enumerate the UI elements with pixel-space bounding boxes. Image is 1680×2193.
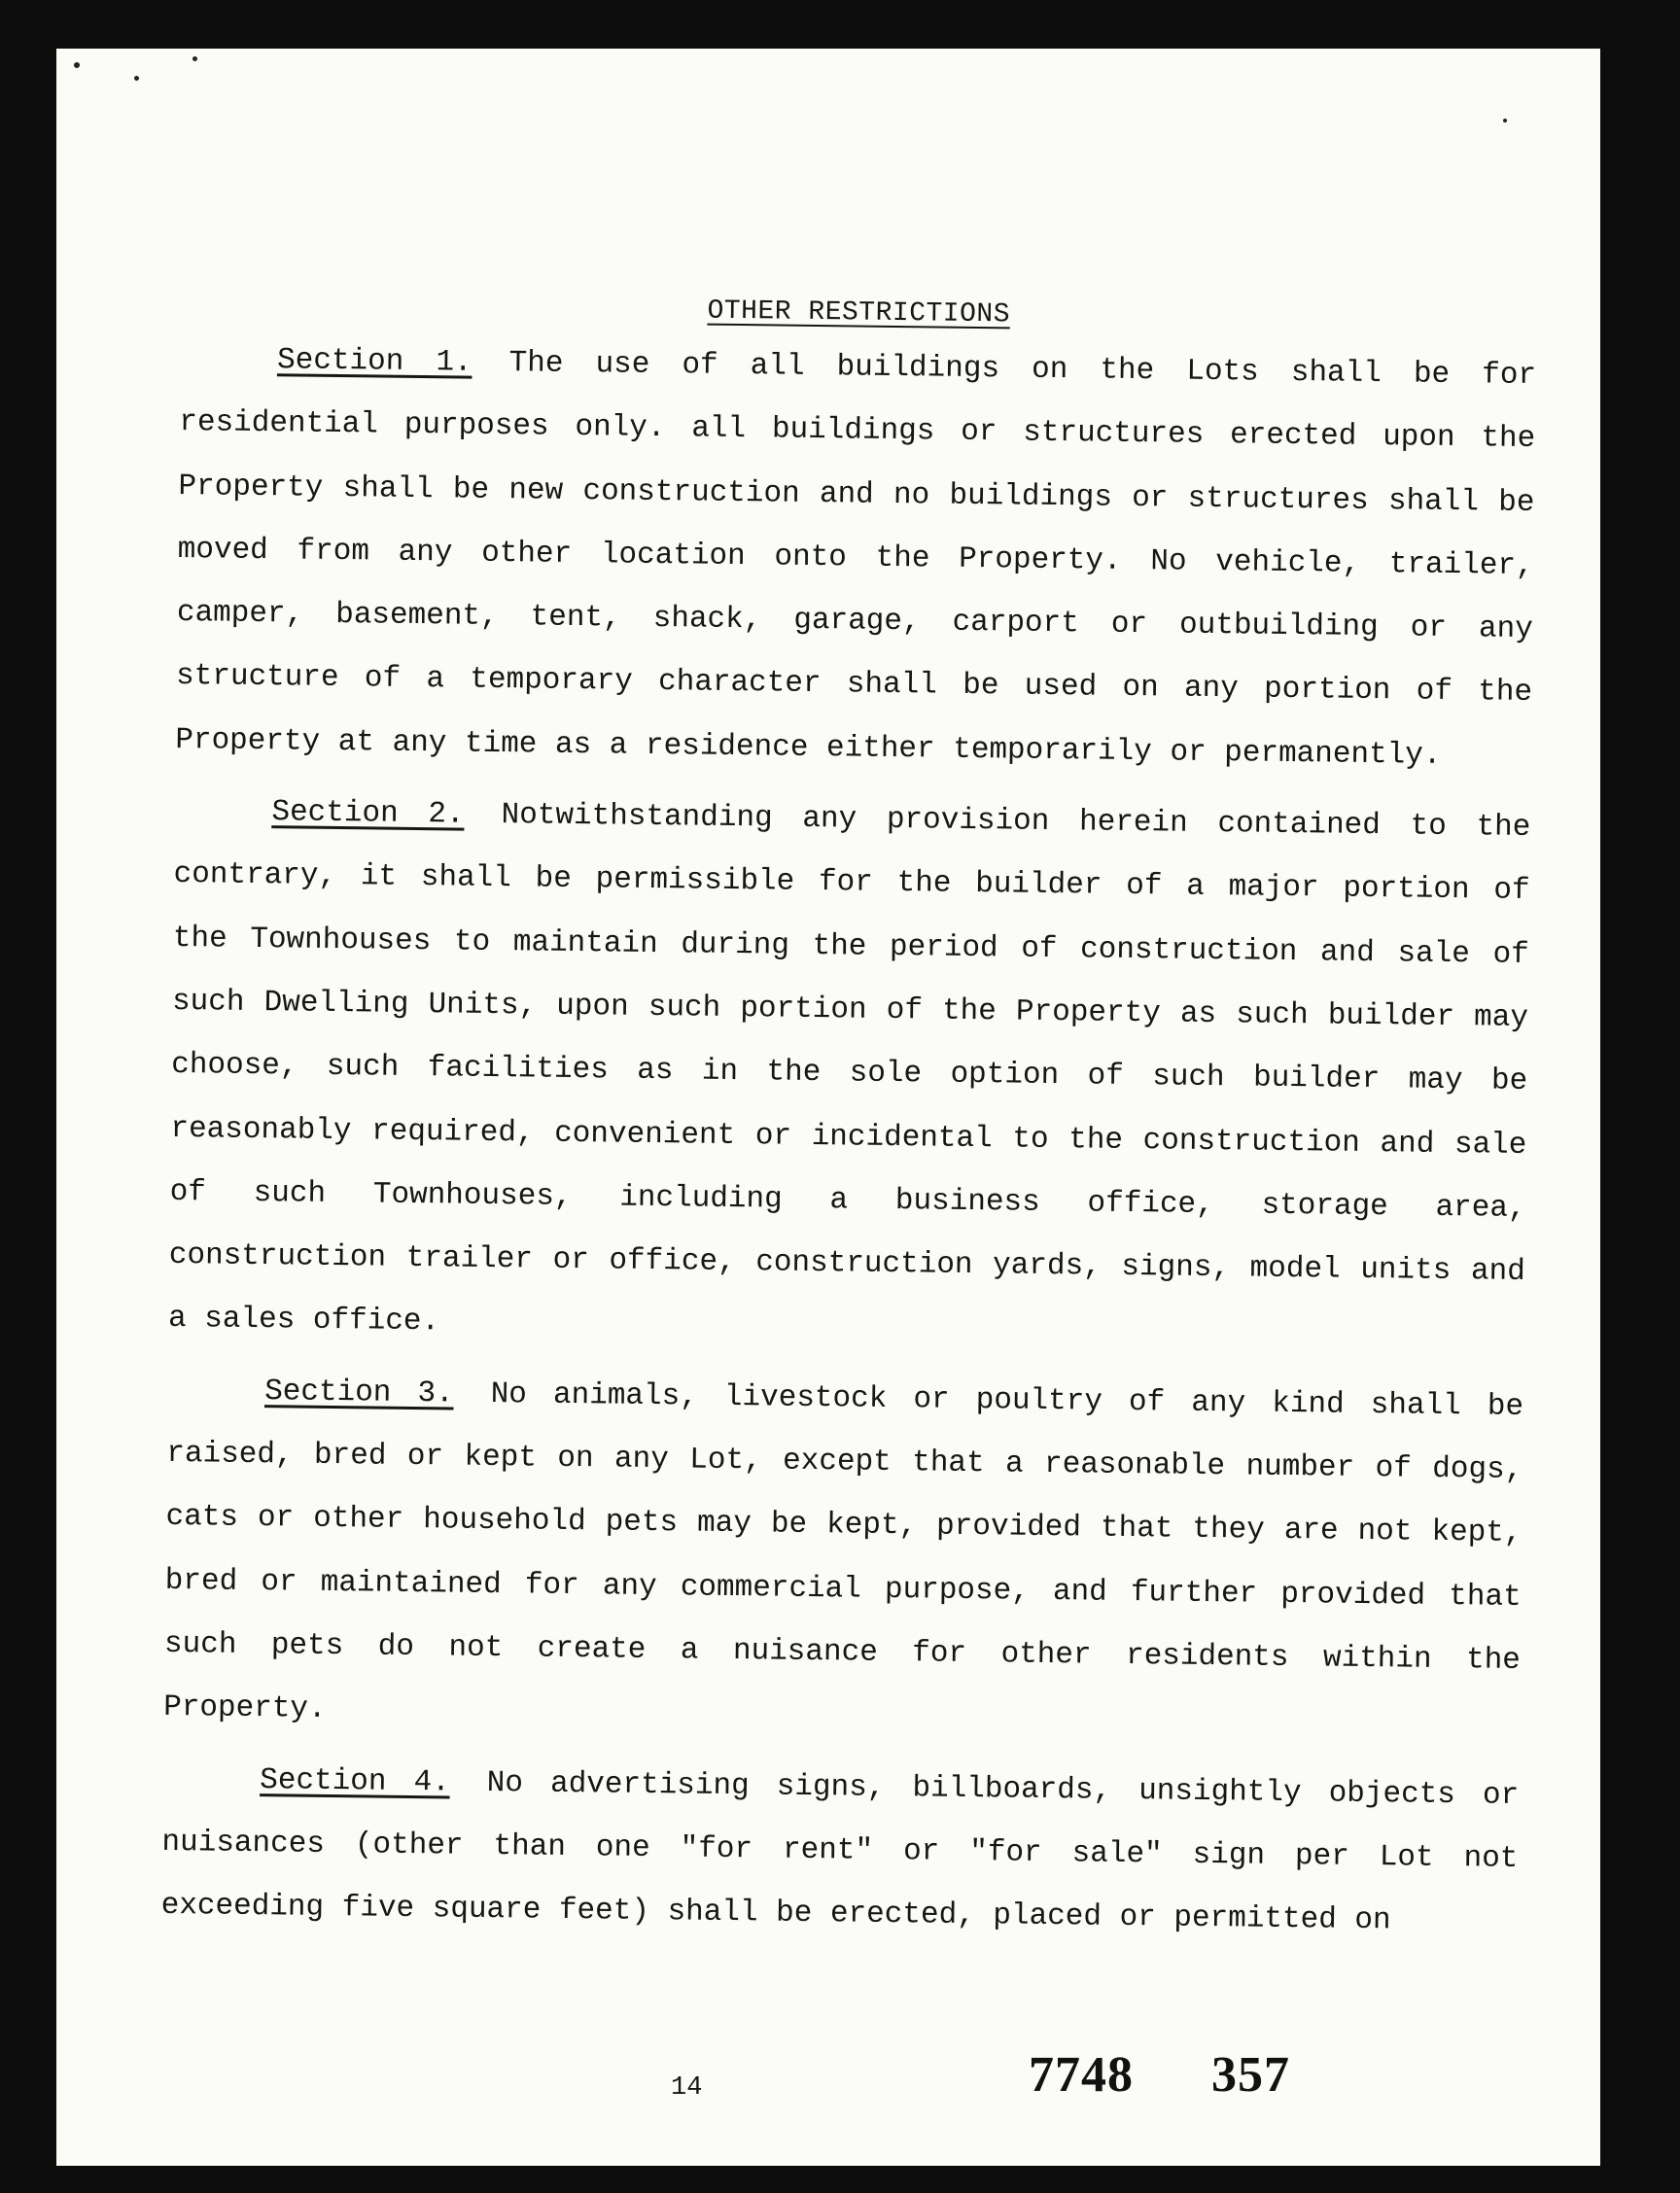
section-3-label: Section 3. [263, 1374, 454, 1411]
scan-speck [192, 56, 197, 61]
recording-stamp [1029, 2046, 1290, 2104]
scan-speck [74, 62, 80, 68]
document-title: OTHER RESTRICTIONS [707, 296, 1011, 331]
section-1-text: The use of all buildings on the Lots shall be for residential purposes only. all buildings or structures erected upon the Property shall be new construction and no buildings or structures shall be moved from any other location onto the Property. No vehicle, trailer, camper, basement, tent, shack, garage, carport or outbuilding or any structure of a temporary character shall be used on any portion of the Property at any time as a residence either temporarily or permanently. [175, 346, 1537, 773]
page-number: 14 [671, 2073, 703, 2103]
document-body [160, 290, 1537, 1962]
scan-speck [1503, 119, 1507, 122]
section-3 [163, 1359, 1524, 1757]
stamp-page-number: 357 [1211, 2047, 1290, 2103]
document-page [56, 49, 1600, 2166]
section-4 [160, 1747, 1519, 1954]
section-3-text: No animals, livestock or poultry of any kind shall be raised, bred or kept on any Lot, except that a reasonable number of dogs, cats or other household pets may be kept, provided that they are not kept, bred or maintained for any commercial purpose, and further provided that such pets do not create a nuisance for other residents within the Property. [162, 1376, 1524, 1727]
section-1 [175, 328, 1536, 788]
stamp-book-number: 7748 [1029, 2047, 1134, 2103]
section-2-label: Section 2. [271, 795, 465, 832]
section-1-label: Section 1. [276, 343, 472, 380]
section-2-text: Notwithstanding any provision herein contained to the contrary, it shall be permissible for the builder of a major portion of the Townhouses to maintain during the period of construction and sale of such Dwelling Units, upon such portion of the Property as such builder may choose, such facilities as in the sole option of such builder may be reasonably required, convenient or incidental to the construction and sale of such Townhouses, including a business office, storage area, construction trailer or office, construction yards, signs, model units and a sales office. [167, 798, 1531, 1340]
section-4-text: No advertising signs, billboards, unsightly objects or nuisances (other than one "for rent" or "for sale" sign per Lot not exceeding five square feet) shall be erected, placed or permitted on [160, 1765, 1520, 1938]
section-2 [168, 780, 1531, 1368]
section-4-label: Section 4. [260, 1762, 450, 1800]
scan-speck [134, 76, 139, 81]
